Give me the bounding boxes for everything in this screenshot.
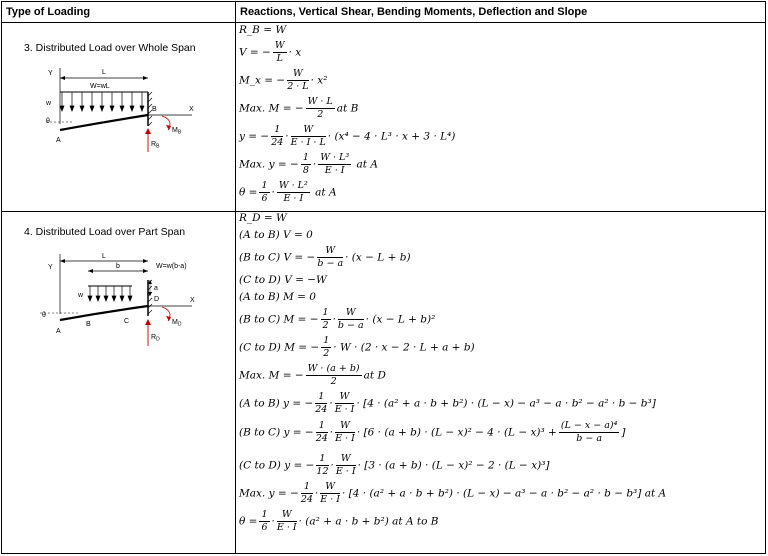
case4-formula-slope: θ = $\frac{1}{6}$ · $\frac{W}{E \cdot I}$ · (a² + a · b + b²) at A to B xyxy=(239,509,439,533)
case3-w-eq-label: W=wL xyxy=(90,83,110,90)
case3-mb-label: $M_B$ xyxy=(172,127,182,136)
formula-table xyxy=(1,1,766,554)
table-header-row xyxy=(2,2,765,23)
case4-formula-shear-ab: (A to B) V = 0 xyxy=(239,229,313,241)
column-divider xyxy=(235,2,236,553)
case3-formula-max-moment: Max. M = − $\frac{W \cdot L}{2}$ at B xyxy=(239,96,359,120)
row-divider xyxy=(2,211,765,212)
header-reactions: Reactions, Vertical Shear, Bending Moments, Deflection and Slope xyxy=(240,6,588,18)
case4-rd-label: $R_D$ xyxy=(151,334,160,343)
case3-b-label: B xyxy=(152,106,157,113)
case3-diagram xyxy=(42,64,202,164)
case4-formula-moment-bc: (B to C) M = − $\frac{1}{2}$ · $\frac{W}{b - a}$ · (x − L + b)² xyxy=(239,307,436,331)
case4-diagram xyxy=(38,250,228,350)
case3-l-label: L xyxy=(102,69,106,76)
case3-a-label: A xyxy=(56,137,61,144)
case4-y-label: Y xyxy=(48,264,53,271)
case4-b-label: B xyxy=(86,321,91,328)
case4-theta-label: θ xyxy=(42,312,46,319)
case3-w-label: w xyxy=(46,100,52,107)
case4-formula-max-deflection: Max. y = − $\frac{1}{24}$ · $\frac{W}{E \cdot I}$ · [4 · (a² + a · b + b²) · (L − x) − a³ − a · b² − a² · b − b³] at A xyxy=(239,481,667,505)
case4-formula-moment-ab: (A to B) M = 0 xyxy=(239,291,316,303)
case3-formula-deflection: y = − $\frac{1}{24}$ · $\frac{W}{E \cdot I \cdot L}$ · (x⁴ − 4 · L³ · x + 3 · L⁴) xyxy=(239,124,456,148)
case4-b-dim-label: b xyxy=(116,263,120,270)
case4-c-label: C xyxy=(124,318,130,325)
case3-theta-label: θ xyxy=(46,118,50,125)
case4-x-label: X xyxy=(190,297,195,304)
case4-w-label: w xyxy=(78,292,84,299)
case4-title: 4. Distributed Load over Part Span xyxy=(24,226,186,238)
case4-l-label: L xyxy=(102,253,106,260)
case4-formula-max-moment: Max. M = − $\frac{W \cdot (a + b)}{2}$ at D xyxy=(239,363,386,387)
case4-formula-moment-cd: (C to D) M = − $\frac{1}{2}$ · W · (2 · x − 2 · L + a + b) xyxy=(239,335,475,359)
case4-formula-shear-bc: (B to C) V = − $\frac{W}{b - a}$ · (x − L + b) xyxy=(239,245,411,269)
case4-formula-deflection-cd: (C to D) y = − $\frac{1}{12}$ · $\frac{W}{E \cdot I}$ · [3 · (a + b) · (L − x)² − 2 · (L − x)³] xyxy=(239,453,550,477)
case4-md-label: $M_D$ xyxy=(172,319,182,328)
case3-y-label: Y xyxy=(48,70,53,77)
case4-a-label: A xyxy=(56,328,61,335)
case4-formula-shear-cd: (C to D) V = −W xyxy=(239,274,327,286)
header-type-of-loading: Type of Loading xyxy=(6,6,91,18)
case4-formula-reaction: R_D = W xyxy=(239,212,287,224)
case4-w-eq-label: W=w(b-a) xyxy=(156,263,187,270)
case3-formula-moment: M_x = − $\frac{W}{2 \cdot L}$ · x² xyxy=(239,68,328,92)
case3-title: 3. Distributed Load over Whole Span xyxy=(24,42,196,54)
case4-a-dim-label: a xyxy=(154,285,158,292)
case4-formula-deflection-bc: (B to C) y = − $\frac{1}{24}$ · $\frac{W}{E \cdot I}$ · [6 · (a + b) · (L − x)² − 4 · (L − x)³ + $\frac{\text{(L − x − a)⁴}}{b - a}$ ] xyxy=(239,420,626,444)
case4-d-label: D xyxy=(154,296,160,303)
case4-formula-deflection-ab: (A to B) y = − $\frac{1}{24}$ · $\frac{W}{E \cdot I}$ · [4 · (a² + a · b + b²) · (L − x) − a³ − a · b² − a² · b − b³] xyxy=(239,391,656,415)
case3-rb-label: $R_B$ xyxy=(151,141,160,150)
case3-formula-max-deflection: Max. y = − $\frac{1}{8}$ · $\frac{\text{W · L³}}{E \cdot I}$ at A xyxy=(239,152,378,176)
case3-x-label: X xyxy=(189,106,194,113)
case3-formula-reaction: R_B = W xyxy=(239,24,287,36)
case3-formula-shear: V = − $\frac{W}{L}$ · x xyxy=(239,40,302,64)
case3-formula-slope: θ = $\frac{1}{6}$ · $\frac{\text{W · L²}}{E \cdot I}$ at A xyxy=(239,180,337,204)
